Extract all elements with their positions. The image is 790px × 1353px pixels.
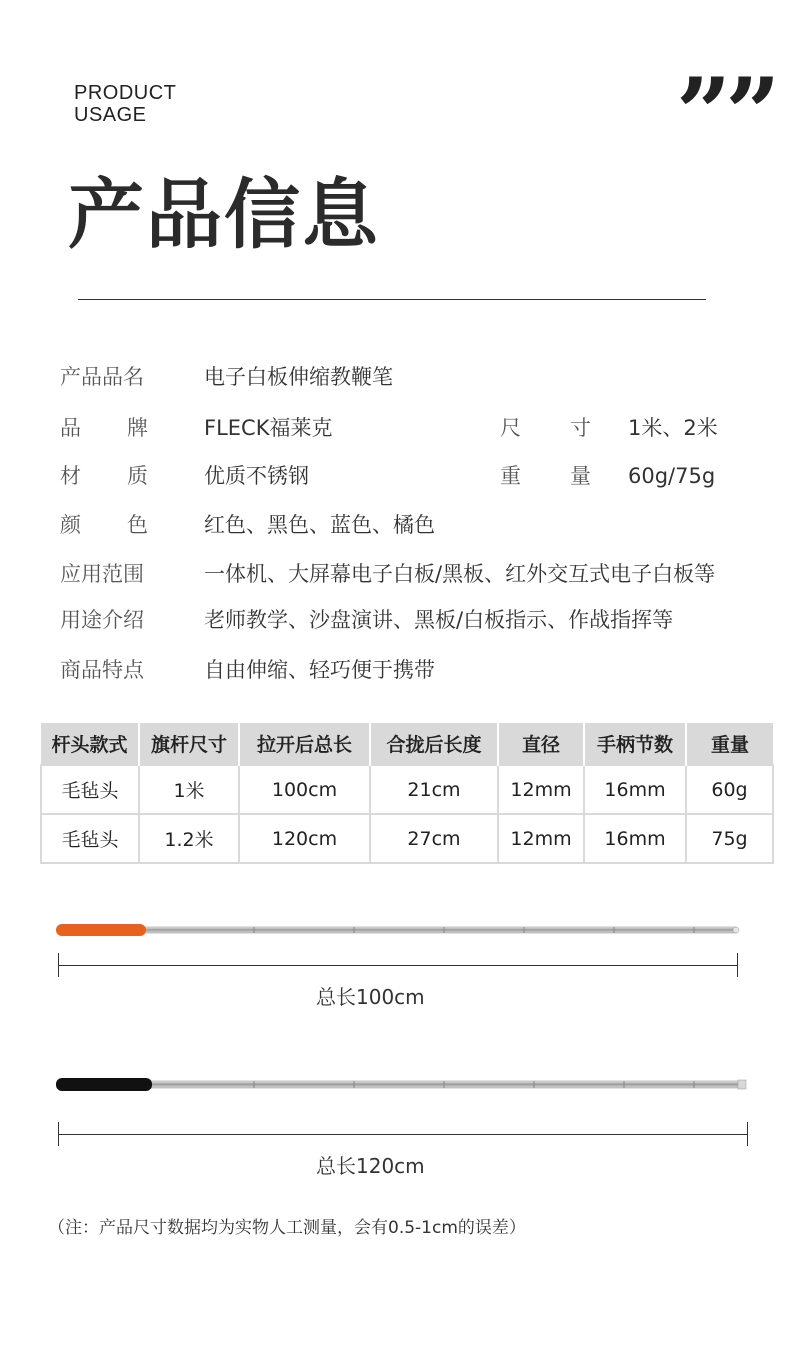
measurement-note: （注：产品尺寸数据均为实物人工测量，会有0.5-1cm的误差）: [48, 1218, 526, 1238]
spec-weight-label-1: 重: [500, 464, 521, 488]
product-usage-eyebrow: [74, 82, 176, 126]
table-header: 杆头款式: [41, 723, 139, 765]
spec-color-label-2: 色: [127, 513, 148, 537]
table-cell: 75g: [686, 814, 773, 863]
page-title: 产品信息: [68, 170, 380, 259]
table-cell: 60g: [686, 765, 773, 814]
table-header: 重量: [686, 723, 773, 765]
pointer-100cm-image: [54, 920, 744, 942]
spec-brand-label-2: 牌: [127, 416, 148, 440]
table-row: [41, 814, 773, 863]
spec-feature-label: 商品特点: [60, 658, 144, 682]
pointer-1-handle: [56, 924, 146, 936]
spec-size-value: 1米、2米: [628, 416, 718, 440]
spec-material-label-2: 质: [127, 464, 148, 488]
pointer-120cm-image: [54, 1074, 748, 1096]
spec-weight-value: 60g/75g: [628, 464, 716, 488]
table-header: 拉开后总长: [239, 723, 370, 765]
spec-scope-label: 应用范围: [60, 562, 144, 586]
table-header: 合拢后长度: [370, 723, 498, 765]
table-header: 直径: [498, 723, 584, 765]
spec-usage-label: 用途介绍: [60, 608, 144, 632]
dimension-tick: [737, 953, 738, 977]
spec-feature-value: 自由伸缩、轻巧便于携带: [204, 658, 435, 682]
table-cell: 21cm: [370, 765, 498, 814]
spec-material-label-1: 材: [60, 464, 81, 488]
table-header-row: [41, 723, 773, 765]
table-cell: 12mm: [498, 814, 584, 863]
table-cell: 16mm: [584, 814, 686, 863]
spec-brand-value: FLECK福莱克: [204, 416, 333, 440]
eyebrow-line-1: PRODUCT: [74, 82, 177, 104]
table-cell: 120cm: [239, 814, 370, 863]
spec-color-label-1: 颜: [60, 513, 81, 537]
table-cell: 100cm: [239, 765, 370, 814]
table-cell: 1.2米: [139, 814, 239, 863]
spec-color-value: 红色、黑色、蓝色、橘色: [204, 513, 435, 537]
dimension-line: [58, 965, 738, 966]
spec-scope-value: 一体机、大屏幕电子白板/黑板、红外交互式电子白板等: [204, 562, 716, 586]
spec-name-label: 产品品名: [60, 365, 144, 389]
table-cell: 1米: [139, 765, 239, 814]
length-label-120cm: 总长120cm: [316, 1154, 425, 1178]
table-cell: 12mm: [498, 765, 584, 814]
spec-usage-value: 老师教学、沙盘演讲、黑板/白板指示、作战指挥等: [204, 608, 674, 632]
length-label-100cm: 总长100cm: [316, 985, 425, 1009]
table-cell: 毛毡头: [41, 814, 139, 863]
spec-size-label-2: 寸: [570, 416, 591, 440]
spec-material-value: 优质不锈钢: [204, 464, 309, 488]
table-cell: 27cm: [370, 814, 498, 863]
table-header: 手柄节数: [584, 723, 686, 765]
spec-size-label-1: 尺: [500, 416, 521, 440]
title-divider: [78, 299, 706, 300]
quote-mark-icon: ””: [676, 57, 775, 170]
spec-brand-label-1: 品: [60, 416, 81, 440]
pointer-2-handle: [56, 1078, 152, 1091]
table-row: [41, 765, 773, 814]
dimension-tick: [747, 1122, 748, 1146]
spec-weight-label-2: 量: [570, 464, 591, 488]
spec-name-value: 电子白板伸缩教鞭笔: [204, 365, 393, 389]
table-header: 旗杆尺寸: [139, 723, 239, 765]
table-cell: 16mm: [584, 765, 686, 814]
eyebrow-line-2: USAGE: [74, 104, 147, 126]
table-cell: 毛毡头: [41, 765, 139, 814]
spec-table: [40, 723, 774, 864]
dimension-line: [58, 1134, 748, 1135]
